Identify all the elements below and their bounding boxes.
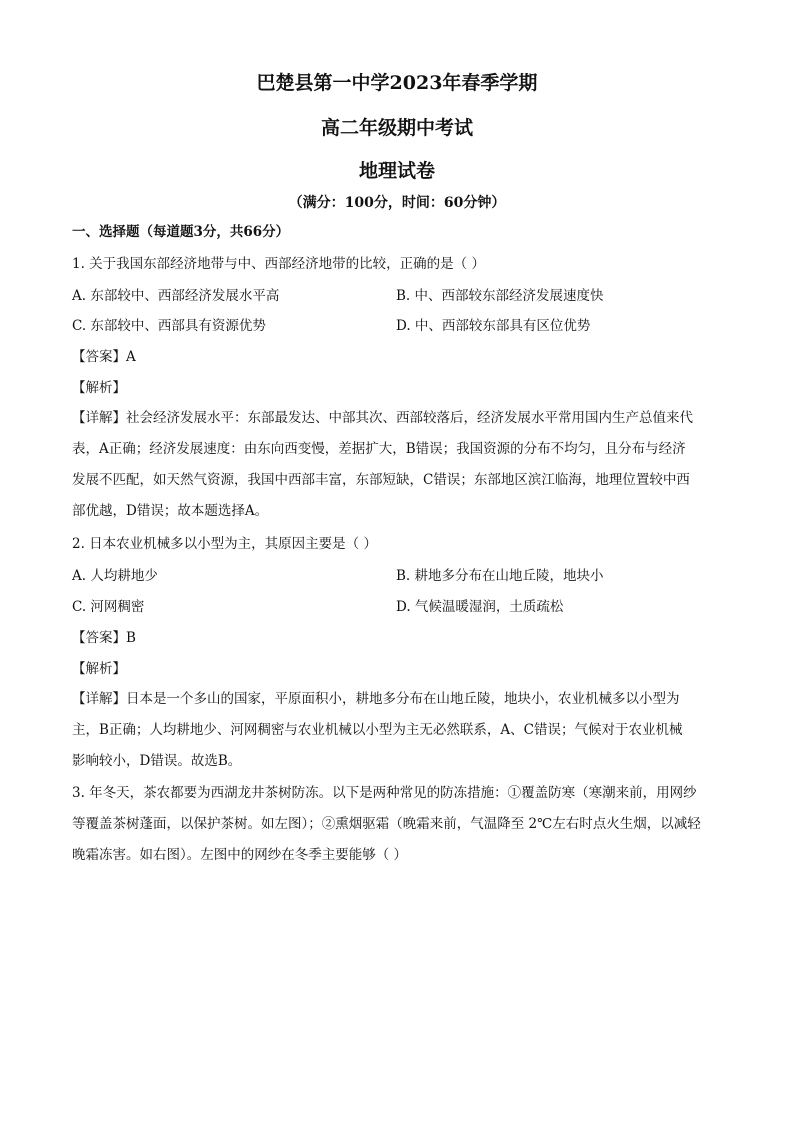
stem-line: 晚霜冻害。如右图）。左图中的网纱在冬季主要能够（ ） [72, 847, 408, 863]
detail-line: 主，B正确；人均耕地少、河网稠密与农业机械以小型为主无必然联系，A、C错误；气候对于农业机械 [72, 722, 683, 738]
question-1-detail [72, 403, 724, 527]
question-2-detail [72, 684, 724, 777]
question-1-option-a: A. 东部较中、西部经济发展水平高 [72, 288, 280, 304]
question-1-option-b: B. 中、西部较东部经济发展速度快 [396, 288, 604, 304]
detail-line: 表，A正确；经济发展速度：由东向西变慢，差据扩大，B错误；我国资源的分布不均匀，且分布与经济 [72, 441, 686, 457]
question-2-option-c: C. 河网稠密 [72, 599, 145, 615]
detail-line: 【详解】日本是一个多山的国家，平原面积小，耕地多分布在山地丘陵，地块小，农业机械多以小型为 [72, 691, 680, 707]
question-1-stem: 1. 关于我国东部经济地带与中、西部经济地带的比较，正确的是（ ） [72, 256, 485, 272]
detail-line: 部优越，D错误；故本题选择A。 [72, 503, 269, 519]
subject-title: 地理试卷 [358, 160, 435, 182]
question-2-analysis: 【解析】 [72, 661, 126, 677]
exam-info: （满分：100分，时间：60分钟） [288, 195, 506, 211]
stem-line: 3. 年冬天，茶农都要为西湖龙井茶树防冻。以下是两种常见的防冻措施：①覆盖防寒（寒潮来前，用网纱 [72, 785, 697, 801]
detail-line: 影响较小，D错误。故选B。 [72, 753, 242, 769]
question-2-option-d: D. 气候温暖湿润，土质疏松 [396, 599, 564, 615]
school-title: 巴楚县第一中学2023年春季学期 [256, 72, 538, 94]
section-heading: 一、选择题（每道题3分，共66分） [72, 224, 290, 240]
exam-title: 高二年级期中考试 [320, 117, 473, 139]
question-1-option-d: D. 中、西部较东部具有区位优势 [396, 318, 591, 334]
question-2-option-a: A. 人均耕地少 [72, 568, 158, 584]
question-1-option-c: C. 东部较中、西部具有资源优势 [72, 318, 266, 334]
detail-line: 【详解】社会经济发展水平：东部最发达、中部其次、西部较落后，经济发展水平常用国内生产总值来代 [72, 410, 693, 426]
question-2-option-b: B. 耕地多分布在山地丘陵，地块小 [396, 568, 604, 584]
detail-line: 发展不匹配，如天然气资源，我国中西部丰富，东部短缺，C错误；东部地区滨江临海，地理位置较中西 [72, 472, 690, 488]
question-3-stem [72, 778, 724, 871]
question-2-stem: 2. 日本农业机械多以小型为主，其原因主要是（ ） [72, 536, 377, 552]
question-1-analysis: 【解析】 [72, 380, 126, 396]
question-2-answer: 【答案】B [72, 630, 136, 646]
question-1-answer: 【答案】A [72, 349, 136, 365]
stem-line: 等覆盖茶树蓬面，以保护茶树。如左图）；②熏烟驱霜（晚霜来前，气温降至 2℃左右时点火生烟，以减轻 [72, 816, 701, 832]
